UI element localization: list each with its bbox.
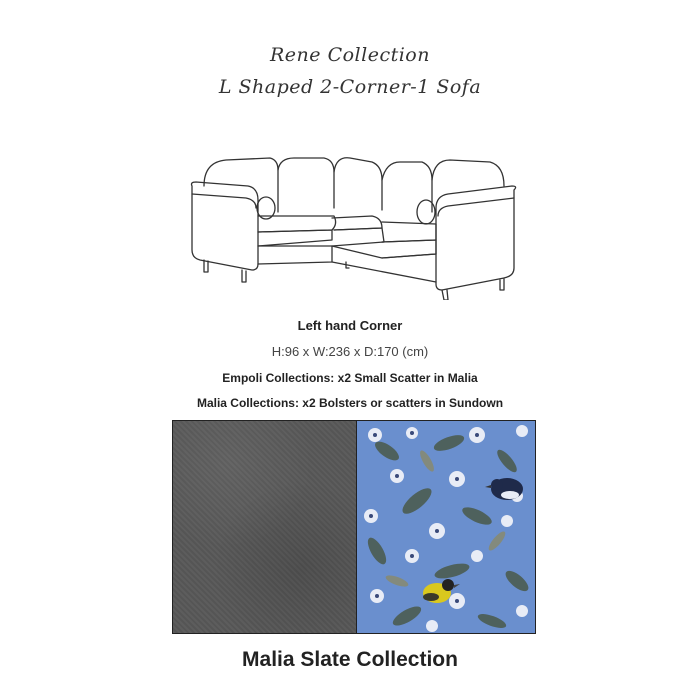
product-title: L Shaped 2-Corner-1 Sofa bbox=[218, 76, 482, 98]
collection-name: Malia Slate Collection bbox=[242, 648, 458, 671]
sofa-line-drawing bbox=[186, 150, 520, 300]
fabric-swatches bbox=[172, 420, 536, 634]
malia-note: Malia Collections: x2 Bolsters or scatters in Sundown bbox=[196, 396, 504, 410]
corner-orientation: Left hand Corner bbox=[297, 318, 403, 333]
floral-bird-fabric-swatch bbox=[357, 421, 535, 633]
slate-fabric-swatch bbox=[173, 421, 356, 633]
collection-title: Rene Collection bbox=[270, 44, 430, 66]
dimensions: H:96 x W:236 x D:170 (cm) bbox=[271, 344, 429, 359]
empoli-note: Empoli Collections: x2 Small Scatter in Malia bbox=[222, 371, 478, 385]
